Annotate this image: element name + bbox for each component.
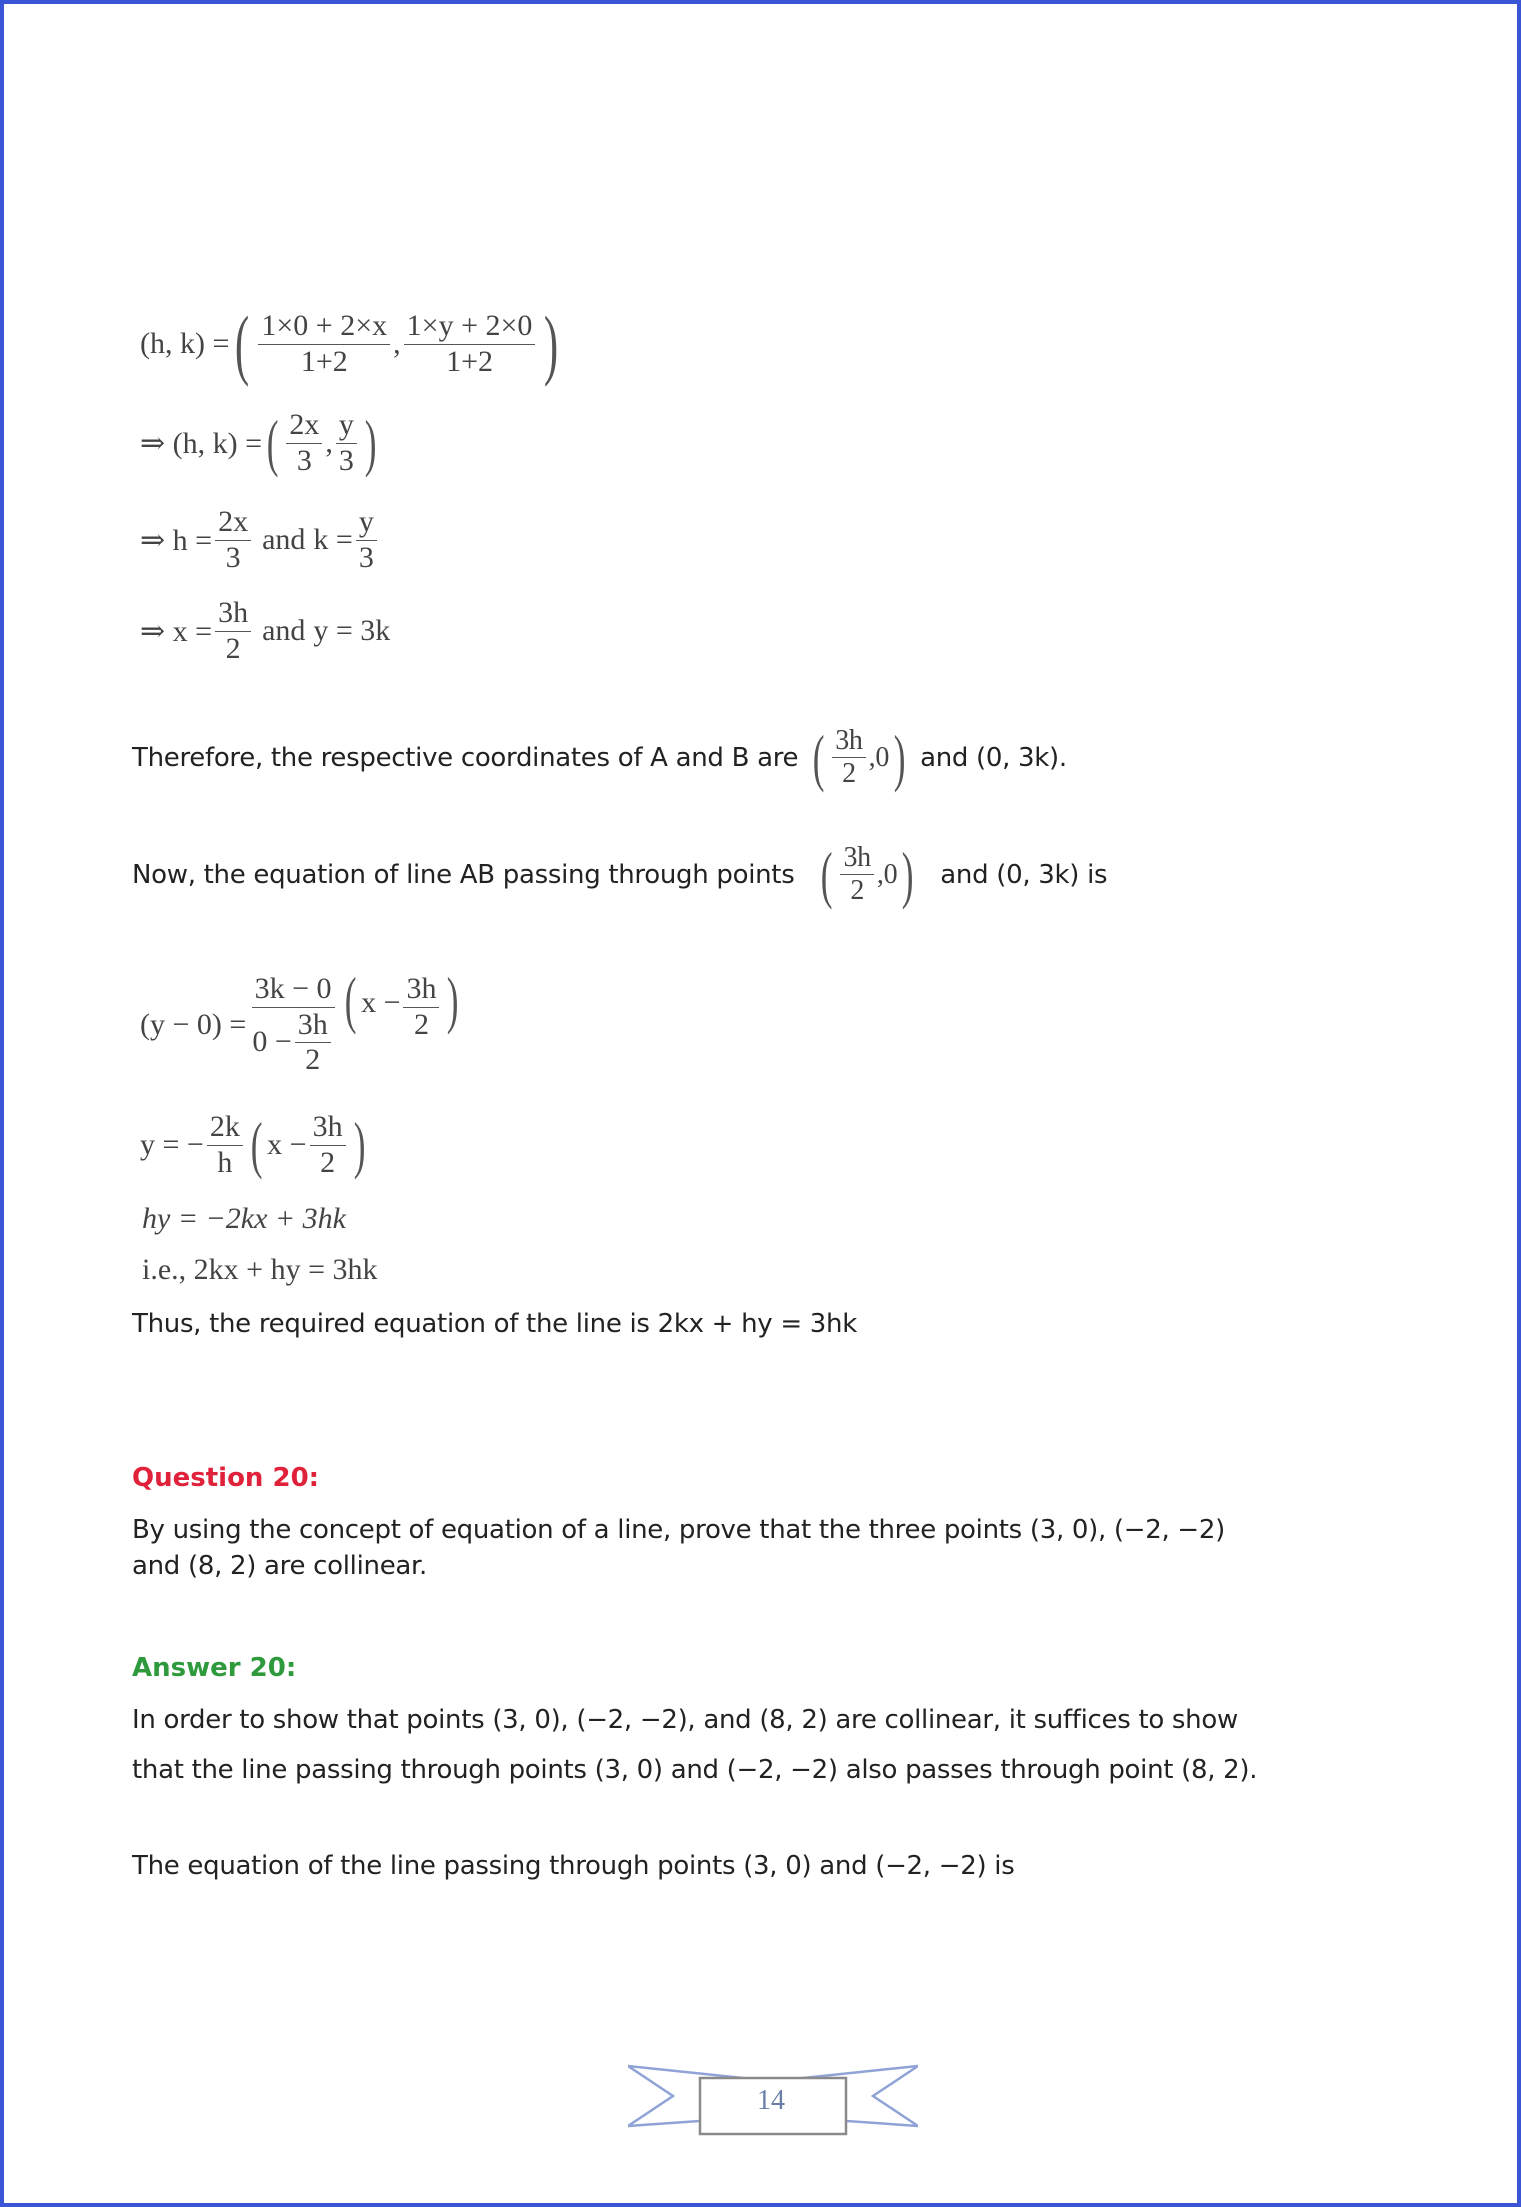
fraction [356,505,377,575]
now-text-end: and (0, 3k) is [940,859,1108,890]
fraction [295,1008,331,1078]
denominator: 3 [358,540,374,574]
k-equals: k = [313,523,353,556]
answer-text-line-3: The equation of the line passing through points (3, 0) and (−2, −2) is [132,1851,1015,1881]
and-word: and [262,614,306,647]
denominator: h [217,1145,233,1179]
denominator: 2 [320,1145,336,1179]
numerator: 3h [295,1008,331,1044]
comma: , [393,327,401,360]
fraction [258,309,390,379]
now-text: Now, the equation of line AB passing through points [132,859,795,890]
left-paren: ( [235,300,250,387]
denominator: 2 [305,1043,321,1076]
fraction [286,408,322,478]
numerator: y [336,408,357,444]
denominator: 1+2 [300,344,348,378]
answer-heading: Answer 20: [132,1653,297,1683]
numerator: 3h [215,596,251,632]
denominator: 2 [842,758,856,790]
therefore-text-end: and (0, 3k). [920,742,1067,773]
equation-text: i.e., 2kx + hy = 3hk [142,1253,378,1286]
fraction [832,725,865,790]
right-paren: ) [544,300,559,387]
point-a-coordinates [808,721,910,793]
right-paren: ) [902,838,914,910]
numerator: 3k − 0 [252,972,335,1008]
fraction [215,505,251,575]
answer-text-line-1: In order to show that points (3, 0), (−2, −2), and (8, 2) are collinear, it suffices to show [132,1705,1238,1735]
slope-fraction [249,972,336,1078]
numerator: 3h [310,1110,346,1146]
right-paren: ) [353,1109,366,1180]
numerator: 1×0 + 2×x [258,309,390,345]
numerator: 3h [840,842,873,875]
equation-lhs: (h, k) = [140,327,230,360]
denominator: 2 [850,875,865,907]
denominator [249,1008,336,1078]
denominator: 2 [413,1007,429,1041]
equation-ie [142,1253,378,1287]
numerator: 2x [286,408,322,444]
now-paragraph [132,838,1108,910]
page-number: 14 [757,2085,785,2116]
coordinate-tail: ,0 [868,741,890,773]
equation-lhs: (y − 0) = [140,1007,247,1041]
coordinate-tail: ,0 [876,858,898,890]
equation-hy [142,1202,346,1236]
and-word: and [262,523,306,556]
y-equals: y = 3k [313,614,391,647]
denominator: 2 [225,631,241,665]
question-heading: Question 20: [132,1463,320,1493]
x-minus: x − [267,1128,307,1161]
equation-slope-form [140,1110,370,1180]
denominator: 1+2 [446,344,493,378]
equation-lhs: ⇒ (h, k) = [140,426,263,460]
fraction [403,972,439,1042]
question-text-line-2: and (8, 2) are collinear. [132,1551,428,1581]
equation-two-point-form [140,964,464,1078]
equation-hk [140,408,381,478]
answer-text-line-2: that the line passing through points (3, 0) and (−2, −2) also passes through point (8, 2). [132,1755,1258,1785]
fraction [336,408,357,478]
equation-h-and-k [140,505,380,575]
equation-x-and-y [140,596,390,666]
x-minus: x − [361,986,401,1019]
numerator: 1×y + 2×0 [404,309,536,345]
numerator: 2x [215,505,251,541]
right-paren: ) [447,964,460,1035]
left-paren: ( [821,838,833,910]
therefore-text: Therefore, the respective coordinates of A and B are [132,742,799,773]
equation-lhs: ⇒ x = [140,614,213,648]
equation-lhs: y = − [140,1128,204,1161]
fraction [215,596,251,666]
left-paren: ( [266,407,279,478]
fraction [310,1110,346,1180]
numerator: 3h [403,972,439,1008]
fraction [840,842,873,907]
denominator: 3 [225,540,241,574]
question-text-line-1: By using the concept of equation of a line, prove that the three points (3, 0), (−2, −2) [132,1515,1225,1545]
numerator: 3h [832,725,865,758]
fraction [404,309,536,379]
right-paren: ) [364,407,377,478]
left-paren: ( [812,721,825,793]
denominator: 3 [296,443,312,477]
equation-text: hy = −2kx + 3hk [142,1202,346,1235]
right-paren: ) [893,721,906,793]
equation-lhs: ⇒ h = [140,523,213,557]
comma: , [325,426,333,459]
point-a-coordinates [816,838,918,910]
fraction [207,1110,243,1180]
numerator: 2k [207,1110,243,1146]
numerator: y [356,505,377,541]
denominator: 3 [338,443,354,477]
left-paren: ( [344,964,357,1035]
thus-paragraph: Thus, the required equation of the line is 2kx + hy = 3hk [132,1309,857,1339]
left-paren: ( [250,1109,263,1180]
therefore-paragraph [132,721,1067,793]
denominator-prefix: 0 − [252,1025,292,1059]
equation-section-formula [140,300,564,387]
